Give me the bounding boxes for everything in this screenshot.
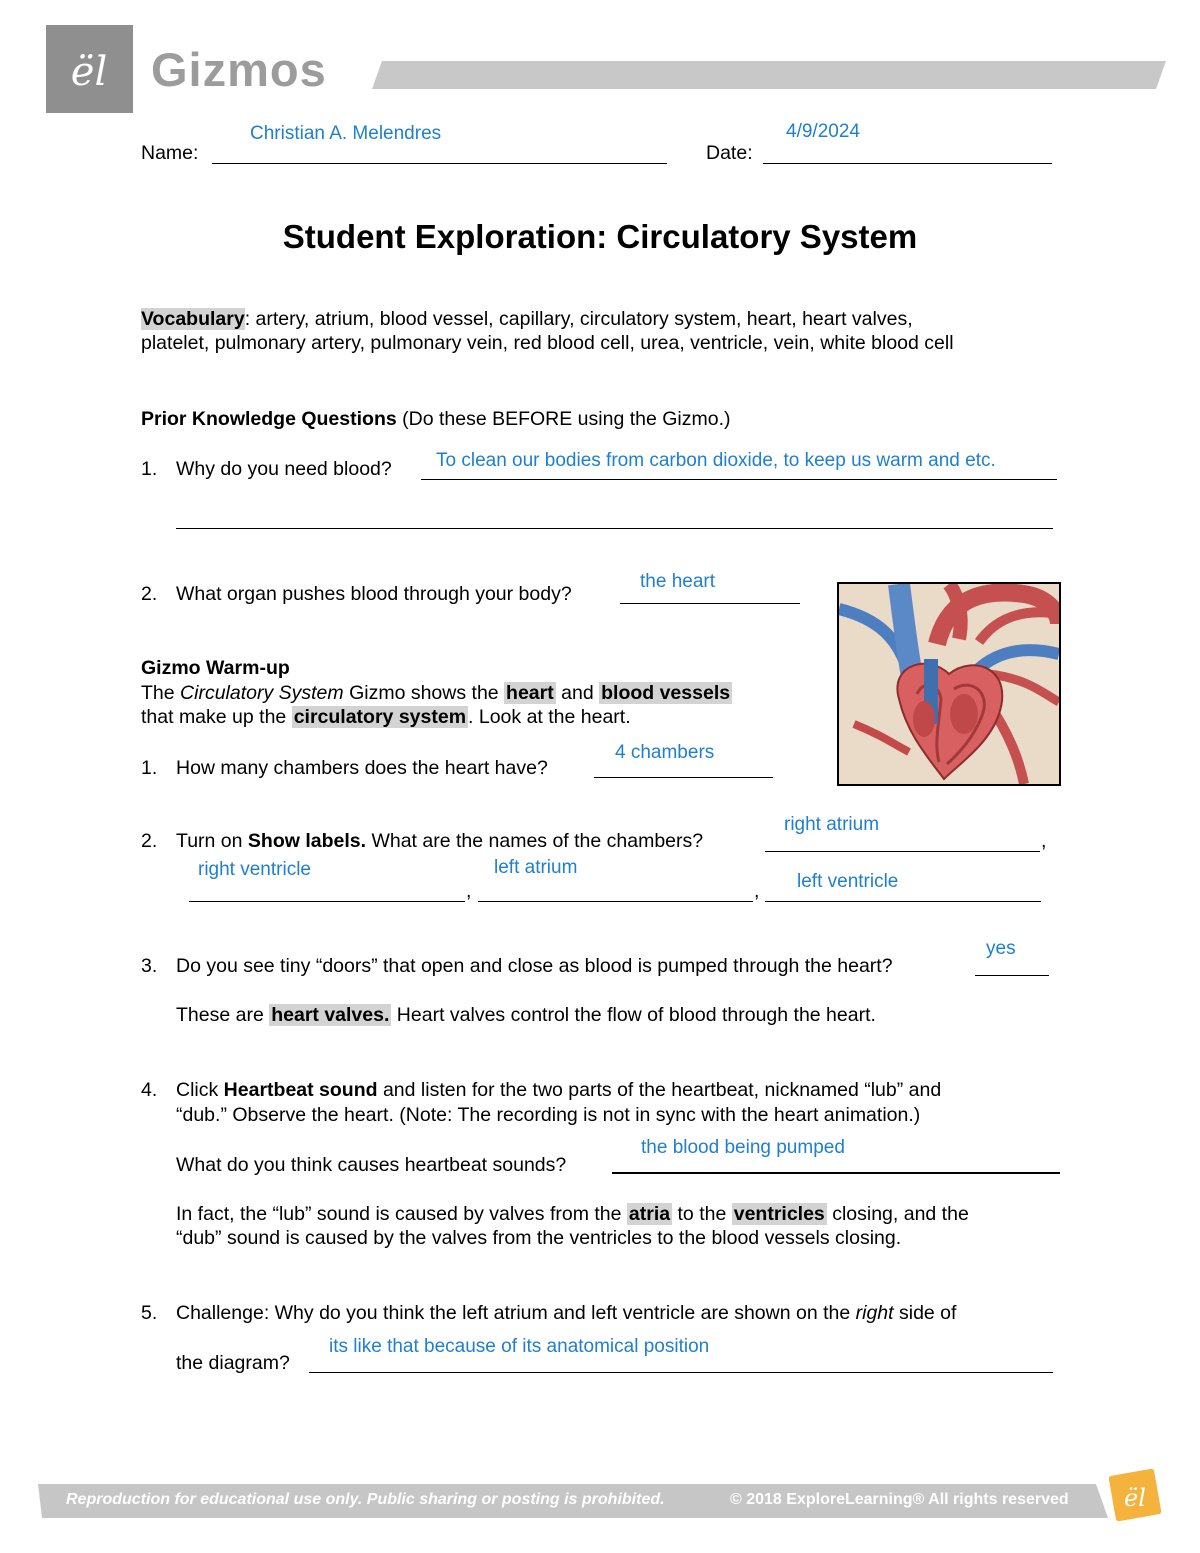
warmup-q2-text-c: What are the names of the chambers? bbox=[366, 830, 704, 852]
warmup-intro-2c: . Look at the heart. bbox=[468, 706, 631, 728]
warmup-q5-right: right bbox=[855, 1302, 894, 1324]
highlight-atria: atria bbox=[628, 1203, 671, 1225]
footer-disclaimer: Reproduction for educational use only. Public sharing or posting is prohibited. bbox=[66, 1491, 665, 1508]
logo-glyph-icon bbox=[46, 25, 133, 113]
warmup-q4-line bbox=[612, 1172, 1060, 1174]
warmup-intro-1e: and bbox=[555, 682, 600, 704]
date-answer[interactable]: 4/9/2024 bbox=[786, 121, 860, 142]
chamber-answer-3[interactable]: left atrium bbox=[494, 857, 578, 878]
warmup-q1-answer[interactable]: 4 chambers bbox=[615, 742, 715, 763]
header-bar bbox=[372, 61, 1166, 89]
warmup-q5-number: 5. bbox=[141, 1302, 158, 1324]
warmup-q4-fact1-e: closing, and the bbox=[826, 1203, 969, 1225]
warmup-q2-show-labels: Show labels. bbox=[247, 830, 367, 852]
name-line bbox=[212, 163, 667, 164]
warmup-q5-line-1 bbox=[176, 1304, 956, 1324]
prior-q1-answer[interactable]: To clean our bodies from carbon dioxide, to keep us warm and etc. bbox=[436, 450, 996, 471]
warmup-q4-question: What do you think causes heartbeat sounds? bbox=[176, 1154, 567, 1176]
chamber-comma-3: , bbox=[754, 880, 760, 902]
warmup-q4-fact-2: “dub” sound is caused by the valves from the ventricles to the blood vessels closing. bbox=[176, 1227, 902, 1249]
highlight-heart: heart bbox=[506, 682, 554, 704]
prior-q2-answer[interactable]: the heart bbox=[640, 571, 715, 592]
warmup-q1-text: How many chambers does the heart have? bbox=[176, 757, 548, 779]
chamber-answer-4[interactable]: left ventricle bbox=[797, 871, 899, 892]
chamber-comma-2: , bbox=[466, 880, 472, 902]
warmup-q4-line-1 bbox=[176, 1081, 941, 1101]
chamber-comma-1: , bbox=[1041, 830, 1047, 852]
prior-knowledge-heading bbox=[141, 410, 731, 430]
highlight-heart-valves: heart valves. bbox=[271, 1004, 390, 1026]
name-answer[interactable]: Christian A. Melendres bbox=[250, 123, 442, 144]
prior-q2-line bbox=[620, 603, 800, 604]
warmup-intro-gizmo-name: Circulatory System bbox=[180, 682, 344, 704]
warmup-q4-line1-c: and listen for the two parts of the heartbeat, nicknamed “lub” and bbox=[377, 1079, 942, 1101]
warmup-intro-line-2 bbox=[141, 708, 631, 728]
chamber-line-4 bbox=[765, 901, 1041, 902]
svg-text:ël: ël bbox=[70, 49, 108, 95]
prior-q1-number: 1. bbox=[141, 458, 158, 480]
warmup-q2-number: 2. bbox=[141, 830, 158, 852]
warmup-q5-line-2: the diagram? bbox=[176, 1352, 290, 1374]
warmup-intro-2a: that make up the bbox=[141, 706, 292, 728]
warmup-intro-line-1 bbox=[141, 684, 732, 704]
heart-diagram-icon bbox=[839, 584, 1059, 784]
warmup-q3-line bbox=[975, 975, 1049, 976]
warmup-q3-number: 3. bbox=[141, 955, 158, 977]
heart-diagram bbox=[837, 582, 1061, 786]
warmup-q1-line bbox=[594, 777, 773, 778]
brand-name: Gizmos bbox=[151, 43, 327, 96]
warmup-q5-line1-a: Challenge: Why do you think the left atrium and left ventricle are shown on the bbox=[176, 1302, 856, 1324]
warmup-intro-1c: Gizmo shows the bbox=[343, 682, 505, 704]
warmup-q3-note-a: These are bbox=[176, 1004, 270, 1026]
warmup-q5-line bbox=[309, 1372, 1053, 1373]
warmup-q1-number: 1. bbox=[141, 757, 158, 779]
warmup-q3-note-c: Heart valves control the flow of blood through the heart. bbox=[391, 1004, 876, 1026]
warmup-q3-note bbox=[176, 1006, 876, 1026]
warmup-intro-1a: The bbox=[141, 682, 181, 704]
chamber-line-3 bbox=[478, 901, 753, 902]
explorelearning-logo bbox=[46, 25, 133, 113]
warmup-q2-text bbox=[176, 832, 703, 852]
vocabulary-terms-1: : artery, atrium, blood vessel, capillary, circulatory system, heart, heart valves, bbox=[244, 308, 913, 330]
warmup-heading: Gizmo Warm-up bbox=[141, 657, 290, 679]
prior-heading-note: (Do these BEFORE using the Gizmo.) bbox=[396, 408, 731, 430]
warmup-q5-line1-c: side of bbox=[893, 1302, 957, 1324]
vocabulary-label: Vocabulary bbox=[141, 308, 245, 330]
prior-q2-text: What organ pushes blood through your body? bbox=[176, 583, 572, 605]
warmup-q3-answer[interactable]: yes bbox=[986, 938, 1016, 959]
highlight-blood-vessels: blood vessels bbox=[601, 682, 731, 704]
warmup-q5-answer[interactable]: its like that because of its anatomical position bbox=[329, 1336, 710, 1357]
warmup-q4-number: 4. bbox=[141, 1079, 158, 1101]
svg-text:ël: ël bbox=[1124, 1484, 1146, 1512]
vocabulary-line-2: platelet, pulmonary artery, pulmonary vein, red blood cell, urea, ventricle, vein, white blood cell bbox=[141, 332, 954, 354]
warmup-q4-line1-a: Click bbox=[176, 1079, 224, 1101]
highlight-circulatory-system: circulatory system bbox=[293, 706, 467, 728]
vocabulary-line-1 bbox=[141, 310, 913, 330]
warmup-q4-fact1-c: to the bbox=[672, 1203, 732, 1225]
prior-q1-text: Why do you need blood? bbox=[176, 458, 392, 480]
warmup-q3-text: Do you see tiny “doors” that open and close as blood is pumped through the heart? bbox=[176, 955, 893, 977]
name-label: Name: bbox=[141, 142, 199, 164]
explorelearning-footer-logo-icon bbox=[1106, 1466, 1164, 1524]
prior-heading-bold: Prior Knowledge Questions bbox=[141, 408, 397, 430]
chamber-line-2 bbox=[189, 901, 465, 902]
prior-q1-line-2 bbox=[176, 528, 1053, 529]
highlight-ventricles: ventricles bbox=[733, 1203, 825, 1225]
prior-q2-number: 2. bbox=[141, 583, 158, 605]
page-title: Student Exploration: Circulatory System bbox=[282, 218, 918, 255]
chamber-line-1 bbox=[765, 851, 1040, 852]
date-label: Date: bbox=[706, 142, 753, 164]
chamber-answer-2[interactable]: right ventricle bbox=[198, 859, 311, 880]
warmup-q4-fact-1 bbox=[176, 1205, 969, 1225]
warmup-q2-text-a: Turn on bbox=[176, 830, 248, 852]
prior-q1-line-1 bbox=[421, 479, 1057, 480]
warmup-q4-heartbeat-sound: Heartbeat sound bbox=[223, 1079, 378, 1101]
warmup-q4-line-2: “dub.” Observe the heart. (Note: The recording is not in sync with the heart animation.) bbox=[176, 1104, 921, 1126]
warmup-q4-fact1-a: In fact, the “lub” sound is caused by valves from the bbox=[176, 1203, 627, 1225]
warmup-q4-answer[interactable]: the blood being pumped bbox=[641, 1137, 845, 1158]
chamber-answer-1[interactable]: right atrium bbox=[784, 814, 880, 835]
date-line bbox=[763, 163, 1052, 164]
footer-copyright: © 2018 ExploreLearning® All rights reserved bbox=[730, 1491, 1069, 1508]
